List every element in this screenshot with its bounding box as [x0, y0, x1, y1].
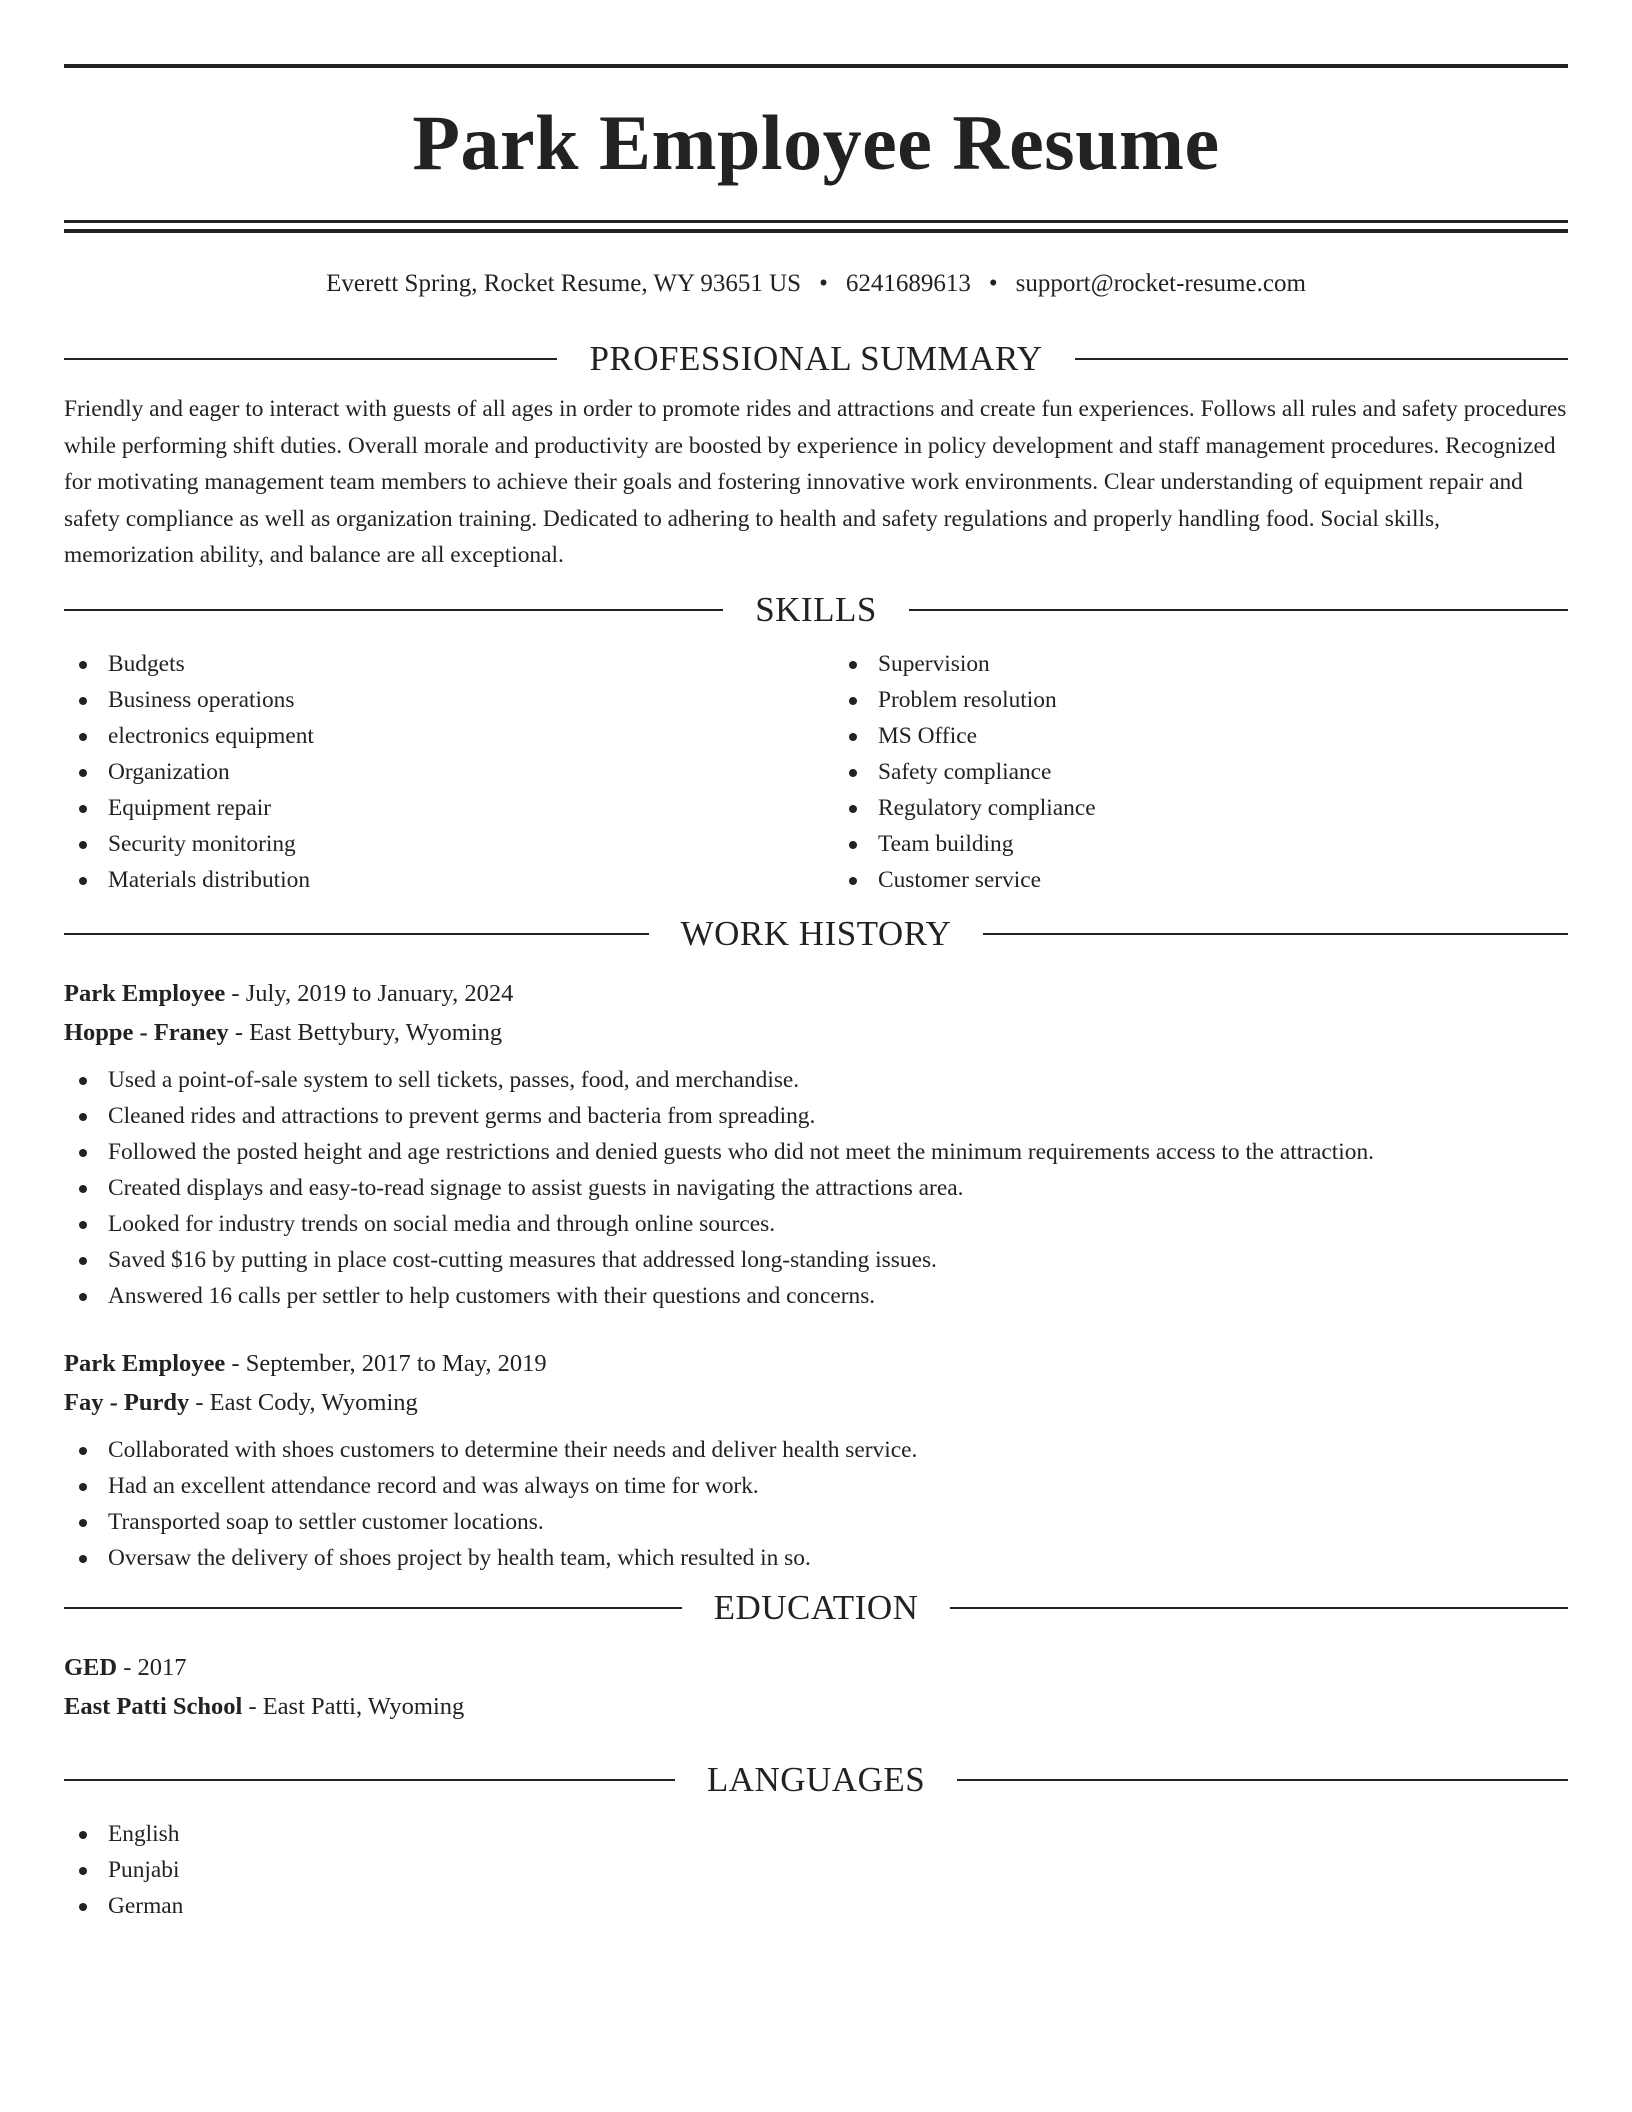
education-school-line	[64, 1687, 1568, 1726]
job-duty: Created displays and easy-to-read signage to assist guests in navigating the attractions area.	[64, 1170, 1568, 1206]
skills-heading	[64, 590, 1568, 630]
job-company-line	[64, 1383, 1568, 1422]
skill-item: Security monitoring	[64, 826, 816, 862]
contact-separator: •	[819, 270, 828, 297]
skill-item: Materials distribution	[64, 862, 816, 898]
contact-address: Everett Spring, Rocket Resume, WY 93651 US	[326, 270, 802, 297]
education-school: East Patti School	[64, 1692, 243, 1720]
resume-title: Park Employee Resume	[412, 99, 1220, 186]
skill-item: Regulatory compliance	[834, 790, 1568, 826]
job-duty: Oversaw the delivery of shoes project by health team, which resulted in so.	[64, 1540, 1568, 1576]
work-heading	[64, 914, 1568, 954]
skill-item: electronics equipment	[64, 718, 816, 754]
contact-email: support@rocket-resume.com	[1015, 270, 1306, 297]
contact-line	[64, 269, 1568, 299]
job-duty: Saved $16 by putting in place cost-cutting measures that addressed long-standing issues.	[64, 1242, 1568, 1278]
job-title: Park Employee	[64, 1349, 226, 1377]
job-dates: - July, 2019 to January, 2024	[225, 979, 514, 1007]
skills-column-left	[64, 646, 816, 898]
education-entry	[64, 1648, 1568, 1726]
job-company-line	[64, 1013, 1568, 1052]
summary-text: Friendly and eager to interact with guests of all ages in order to promote rides and attractions and create fun experiences. Follows all rules and safety procedures while performing shift duties. Overall morale and productivity are boosted by experience in policy development and staff management procedures. Recognized for motivating management team members to achieve their goals and fostering innovative work environments. Clear understanding of equipment repair and safety compliance as well as organization training. Dedicated to adhering to health and safety regulations and properly handling food. Social skills, memorization ability, and balance are all exceptional.	[64, 396, 1567, 568]
job-duties	[64, 1062, 1568, 1314]
skills-column-right	[816, 646, 1568, 898]
skill-item: Safety compliance	[834, 754, 1568, 790]
work-heading-label: WORK HISTORY	[680, 913, 952, 953]
job-company: Fay - Purdy	[64, 1388, 190, 1416]
skills-list	[64, 646, 1568, 898]
language-item: Punjabi	[64, 1852, 1568, 1888]
job-dates: - September, 2017 to May, 2019	[225, 1349, 547, 1377]
job-entry	[64, 1344, 1568, 1576]
skill-item: Equipment repair	[64, 790, 816, 826]
job-location: - East Bettybury, Wyoming	[228, 1018, 503, 1046]
education-heading	[64, 1588, 1568, 1628]
job-company: Hoppe - Franey	[64, 1018, 229, 1046]
job-location: - East Cody, Wyoming	[189, 1388, 418, 1416]
job-duty: Looked for industry trends on social media and through online sources.	[64, 1206, 1568, 1242]
job-title-line	[64, 974, 1568, 1013]
job-duty: Answered 16 calls per settler to help customers with their questions and concerns.	[64, 1278, 1568, 1314]
skill-item: Supervision	[834, 646, 1568, 682]
job-duty: Used a point-of-sale system to sell tickets, passes, food, and merchandise.	[64, 1062, 1568, 1098]
contact-separator: •	[988, 270, 998, 297]
title-double-rule	[64, 220, 1568, 233]
summary-heading	[64, 339, 1568, 379]
education-location: - East Patti, Wyoming	[242, 1692, 465, 1720]
language-item: German	[64, 1888, 1568, 1924]
job-title-line	[64, 1344, 1568, 1383]
skills-heading-label: SKILLS	[755, 589, 877, 629]
job-duties	[64, 1432, 1568, 1576]
job-entry	[64, 974, 1568, 1314]
job-title: Park Employee	[64, 979, 226, 1007]
job-duty: Transported soap to settler customer locations.	[64, 1504, 1568, 1540]
languages-list	[64, 1816, 1568, 1924]
skill-item: Organization	[64, 754, 816, 790]
job-duty: Followed the posted height and age restrictions and denied guests who did not meet the minimum requirements access to the attraction.	[64, 1134, 1568, 1170]
skill-item: Problem resolution	[834, 682, 1568, 718]
skill-item: Budgets	[64, 646, 816, 682]
job-duty: Cleaned rides and attractions to prevent germs and bacteria from spreading.	[64, 1098, 1568, 1134]
skill-item: Customer service	[834, 862, 1568, 898]
languages-heading-label: LANGUAGES	[706, 1759, 926, 1799]
languages-heading	[64, 1760, 1568, 1800]
job-duty: Collaborated with shoes customers to determine their needs and deliver health service.	[64, 1432, 1568, 1468]
job-duty: Had an excellent attendance record and was always on time for work.	[64, 1468, 1568, 1504]
education-year: - 2017	[117, 1653, 187, 1681]
summary-heading-label: PROFESSIONAL SUMMARY	[589, 339, 1043, 378]
contact-phone: 6241689613	[845, 270, 971, 297]
education-degree: GED	[64, 1653, 118, 1681]
education-heading-label: EDUCATION	[713, 1587, 919, 1627]
language-item: English	[64, 1816, 1568, 1852]
skill-item: Business operations	[64, 682, 816, 718]
education-degree-line	[64, 1648, 1568, 1687]
skill-item: Team building	[834, 826, 1568, 862]
top-rule	[64, 64, 1568, 68]
skill-item: MS Office	[834, 718, 1568, 754]
